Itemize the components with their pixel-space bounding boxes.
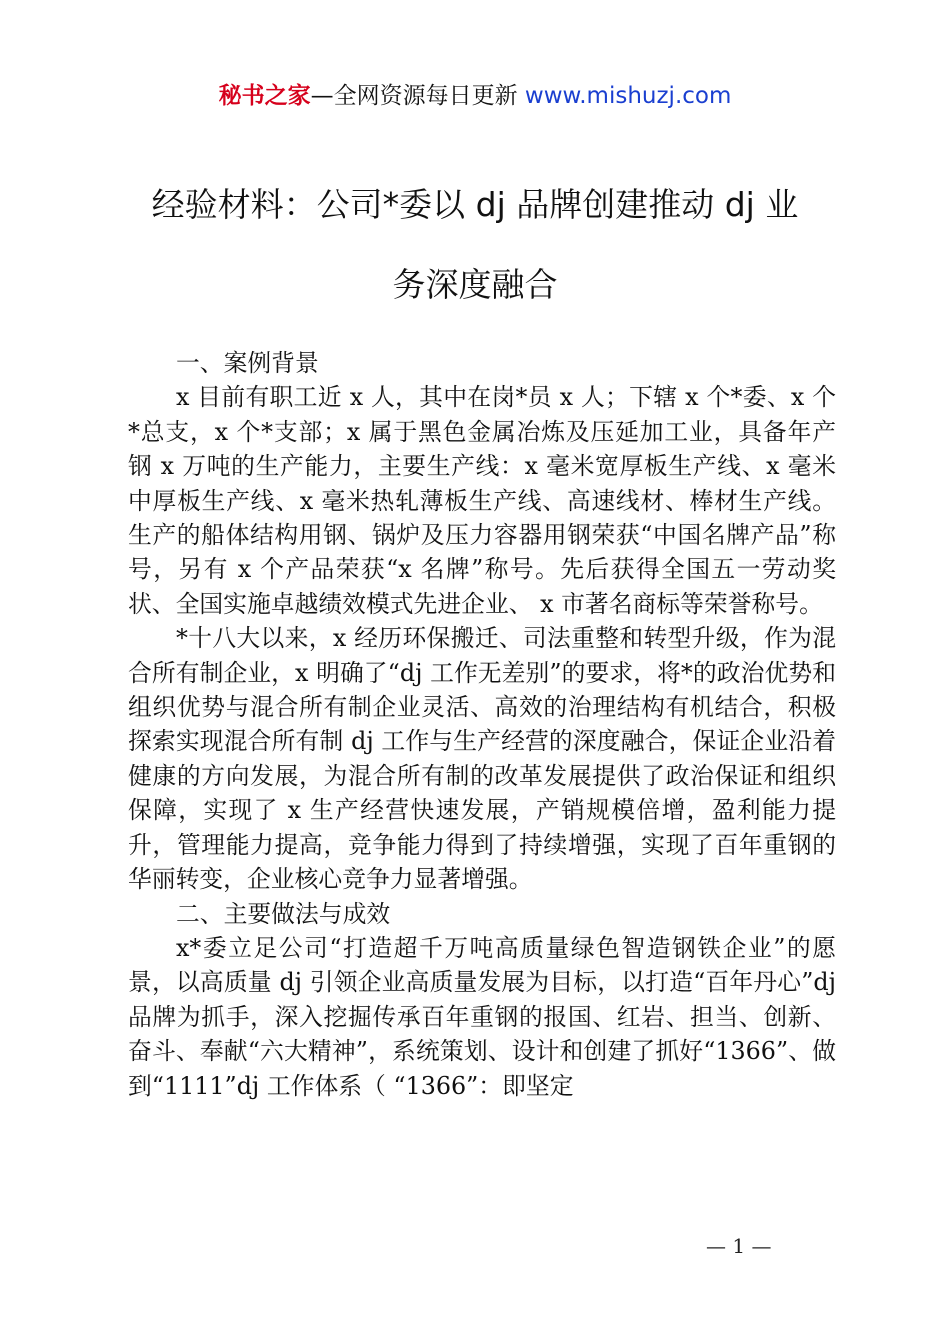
section-heading-measures: 二、主要做法与成效 bbox=[176, 899, 391, 928]
page-number: — 1 — bbox=[706, 1234, 772, 1258]
brand-name: 秘书之家 bbox=[218, 83, 311, 109]
title-line-1: 经验材料：公司*委以 dj 品牌创建推动 dj 业 bbox=[151, 185, 799, 224]
title-line-2: 务深度融合 bbox=[392, 265, 558, 304]
banner-tagline: —全网资源每日更新 bbox=[310, 83, 525, 109]
site-banner bbox=[0, 80, 950, 112]
document-title bbox=[120, 186, 830, 304]
paragraph-measures: x*委立足公司“打造超千万吨高质量绿色智造钢铁企业”的愿景，以高质量 dj 引领企业高质量发展为目标，以打造“百年丹心”dj 品牌为抓手，深入挖掘传承百年重钢的报国、红岩、担当、创新、奋斗、奉献“六大精神”，系统策划、设计和创建了抓好“1366”、做到“1111”dj 工作体系（ “1366”：即坚定 bbox=[128, 933, 836, 1100]
paragraph-development: *十八大以来，x 经历环保搬迁、司法重整和转型升级，作为混合所有制企业，x 明确了“dj 工作无差别”的要求，将*的政治优势和组织优势与混合所有制企业灵活、高效的治理结构有机结合，积极探索实现混合所有制 dj 工作与生产经营的深度融合，保证企业沿着健康的方向发展，为混合所有制的改革发展提供了政治保证和组织保障，实现了 x 生产经营快速发展，产销规模倍增，盈利能力提升，管理能力提高，竞争能力得到了持续增强，实现了百年重钢的华丽转变，企业核心竞争力显著增强。 bbox=[128, 624, 836, 894]
site-url[interactable]: www.mishuzj.com bbox=[524, 83, 732, 109]
paragraph-company-overview: x 目前有职工近 x 人，其中在岗*员 x 人；下辖 x 个*委、x 个*总支，x 个*支部；x 属于黑色金属冶炼及压延加工业，具备年产钢 x 万吨的生产能力，主要生产线：x 毫米宽厚板生产线、x 毫米中厚板生产线、x 毫米热轧薄板生产线、高速线材、棒材生产线。生产的船体结构用钢、锅炉及压力容器用钢荣获“中国名牌产品”称号，另有 x 个产品荣获“x 名牌”称号。先后获得全国五一劳动奖状、全国实施卓越绩效模式先进企业、 x 市著名商标等荣誉称号。 bbox=[128, 383, 836, 618]
document-body bbox=[128, 346, 836, 1103]
section-heading-background: 一、案例背景 bbox=[176, 349, 319, 377]
